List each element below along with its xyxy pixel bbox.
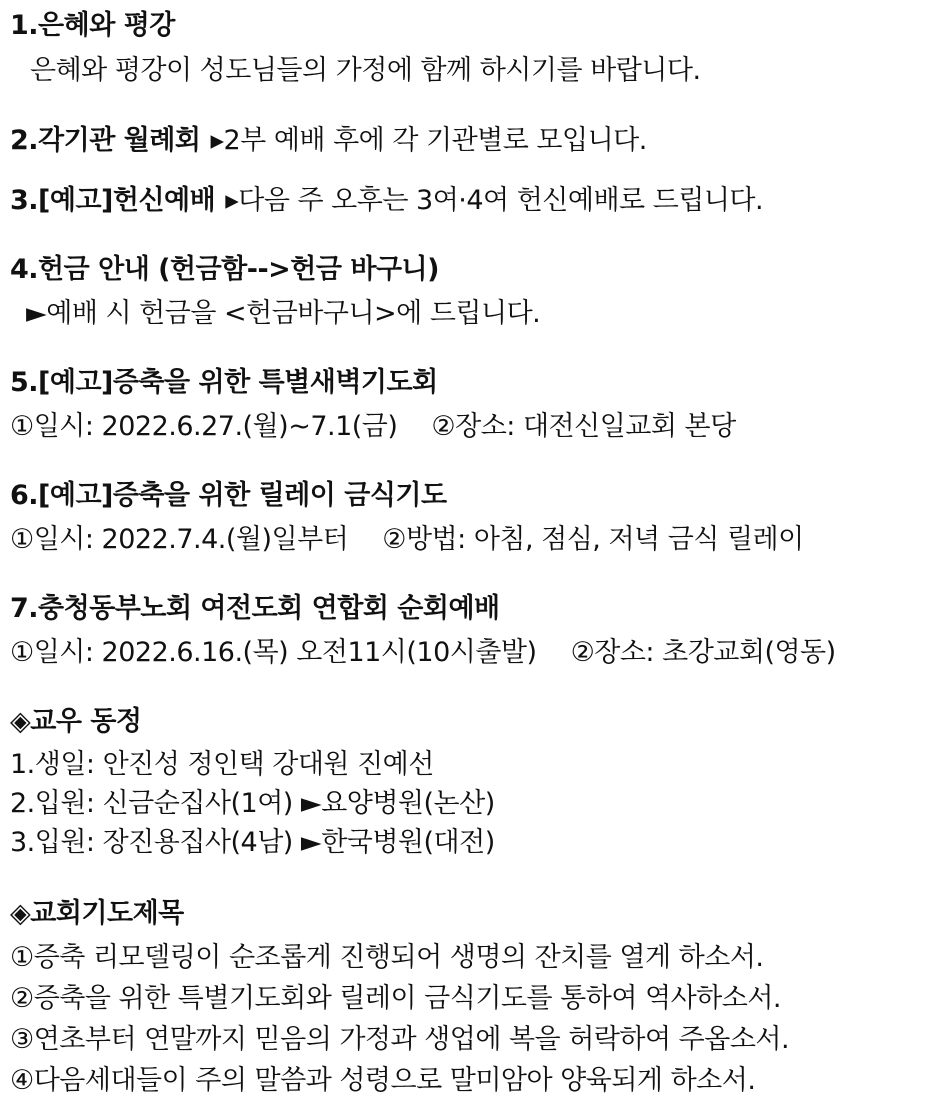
item-fasting-prayer-details xyxy=(10,523,804,557)
prayer-line: ①증축 리모델링이 순조롭게 진행되어 생명의 잔치를 열게 하소서. xyxy=(10,942,764,973)
item-dawn-prayer-title: 5.[예고]증축을 위한 특별새벽기도회 xyxy=(10,367,438,398)
item-dedication-body: ▸다음 주 오후는 3여·4여 헌신예배로 드립니다. xyxy=(225,185,764,216)
item-circuit-worship-details xyxy=(10,636,836,670)
prayer-heading: ◈교회기도제목 xyxy=(10,898,184,929)
prayer-line: ④다음세대들이 주의 말씀과 성령으로 말미암아 양육되게 하소서. xyxy=(10,1065,756,1096)
item-circuit-worship-date: ①일시: 2022.6.16.(목) 오전11시(10시출발) xyxy=(10,637,537,668)
item-monthly-title: 2.각기관 월례회 xyxy=(10,125,201,156)
item-grace-body: 은혜와 평강이 성도님들의 가정에 함께 하시기를 바랍니다. xyxy=(30,55,701,86)
item-fasting-prayer-title: 6.[예고]증축을 위한 릴레이 금식기도 xyxy=(10,480,447,511)
item-dedication-title: 3.[예고]헌신예배 xyxy=(10,185,216,216)
item-circuit-worship-title: 7.충청동부노회 여전도회 연합회 순회예배 xyxy=(10,593,500,624)
fellowship-line: 1.생일: 안진성 정인택 강대원 진예선 xyxy=(10,749,434,780)
item-grace-title: 1.은혜와 평강 xyxy=(10,10,175,41)
item-monthly-body: ▸2부 예배 후에 각 기관별로 모입니다. xyxy=(210,125,647,156)
item-circuit-worship-place: ②장소: 초강교회(영동) xyxy=(570,637,836,668)
item-fasting-prayer-method: ②방법: 아침, 점심, 저녁 금식 릴레이 xyxy=(382,524,804,555)
item-dawn-prayer-date: ①일시: 2022.6.27.(월)~7.1(금) xyxy=(10,411,398,442)
item-dedication xyxy=(10,184,763,218)
item-dawn-prayer-details xyxy=(10,410,736,444)
item-fasting-prayer-date: ①일시: 2022.7.4.(월)일부터 xyxy=(10,524,349,555)
fellowship-line: 3.입원: 장진용집사(4남) ►한국병원(대전) xyxy=(10,827,495,858)
item-dawn-prayer-place: ②장소: 대전신일교회 본당 xyxy=(431,411,736,442)
fellowship-heading: ◈교우 동정 xyxy=(10,706,142,737)
prayer-line: ③연초부터 연말까지 믿음의 가정과 생업에 복을 허락하여 주옵소서. xyxy=(10,1024,790,1055)
prayer-line: ②증축을 위한 특별기도회와 릴레이 금식기도를 통하여 역사하소서. xyxy=(10,983,781,1014)
item-offering-body: ►예배 시 헌금을 <헌금바구니>에 드립니다. xyxy=(26,298,541,329)
item-offering-title: 4.헌금 안내 (헌금함-->헌금 바구니) xyxy=(10,254,439,285)
fellowship-line: 2.입원: 신금순집사(1여) ►요양병원(논산) xyxy=(10,788,495,819)
item-monthly xyxy=(10,124,647,158)
